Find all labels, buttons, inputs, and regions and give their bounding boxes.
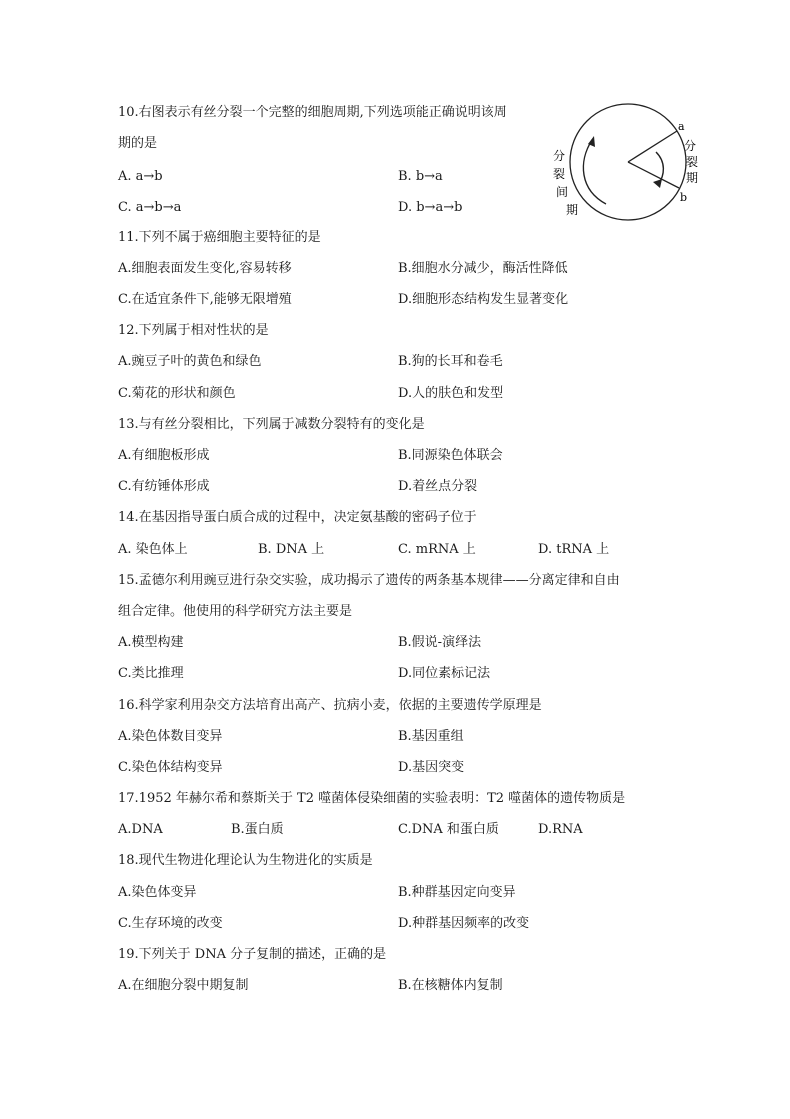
label-a: a: [678, 120, 685, 133]
question-11-stem: 11.下列不属于癌细胞主要特征的是: [118, 230, 321, 245]
mitosis-label-char-2: 裂: [686, 155, 699, 169]
question-12-stem: 12.下列属于相对性状的是: [118, 323, 269, 338]
question-14-option-c: C. mRNA 上: [398, 542, 476, 557]
question-17-option-b: B.蛋白质: [231, 822, 284, 837]
question-14-option-d: D. tRNA 上: [538, 542, 610, 557]
question-14-option-a: A. 染色体上: [118, 542, 188, 557]
interphase-label-char-2: 裂: [553, 167, 566, 181]
question-10-option-b: B. b→a: [398, 169, 443, 184]
question-12-option-c: C.菊花的形状和颜色: [118, 386, 236, 401]
question-17-option-d: D.RNA: [538, 822, 583, 837]
question-11-option-b: B.细胞水分减少，酶活性降低: [398, 261, 568, 276]
question-15-option-d: D.同位素标记法: [398, 666, 491, 681]
question-18-option-d: D.种群基因频率的改变: [398, 916, 530, 931]
question-11-option-a: A.细胞表面发生变化,容易转移: [118, 261, 292, 276]
interphase-arrow: [583, 140, 606, 204]
question-13-option-d: D.着丝点分裂: [398, 479, 478, 494]
question-18-option-c: C.生存环境的改变: [118, 916, 223, 931]
question-13-option-a: A.有细胞板形成: [118, 448, 210, 463]
question-16-option-b: B.基因重组: [398, 729, 464, 744]
radius-b: [628, 162, 679, 188]
question-10-option-a: A. a→b: [118, 169, 163, 184]
question-17-option-a: A.DNA: [118, 822, 163, 837]
question-17-stem: 17.1952 年赫尔希和蔡斯关于 T2 噬菌体侵染细菌的实验表明：T2 噬菌体的遗传物质是: [118, 791, 626, 806]
question-13-stem: 13.与有丝分裂相比，下列属于减数分裂特有的变化是: [118, 417, 425, 432]
question-15-option-a: A.模型构建: [118, 635, 184, 650]
question-12-option-a: A.豌豆子叶的黄色和绿色: [118, 354, 262, 369]
mitosis-label-char-3: 期: [686, 171, 699, 185]
question-14-stem: 14.在基因指导蛋白质合成的过程中，决定氨基酸的密码子位于: [118, 510, 477, 525]
label-b: b: [680, 191, 688, 204]
question-16-option-c: C.染色体结构变异: [118, 760, 223, 775]
question-13-option-b: B.同源染色体联会: [398, 448, 503, 463]
question-15-option-c: C.类比推理: [118, 666, 184, 681]
question-15-stem-line-2: 组合定律。他使用的科学研究方法主要是: [118, 604, 353, 619]
question-19-stem: 19.下列关于 DNA 分子复制的描述，正确的是: [118, 947, 387, 962]
mitosis-arrowhead: [653, 179, 662, 188]
question-18-stem: 18.现代生物进化理论认为生物进化的实质是: [118, 853, 373, 868]
question-10-option-d: D. b→a→b: [398, 200, 463, 215]
question-18-option-b: B.种群基因定向变异: [398, 885, 516, 900]
question-17-option-c: C.DNA 和蛋白质: [398, 822, 499, 837]
question-15-stem-line-1: 15.孟德尔利用豌豆进行杂交实验，成功揭示了遗传的两条基本规律——分离定律和自由: [118, 573, 620, 588]
interphase-label-char-3: 间: [556, 185, 569, 199]
mitosis-label-char-1: 分: [684, 139, 697, 153]
question-19-option-b: B.在核糖体内复制: [398, 978, 503, 993]
question-13-option-c: C.有纺锤体形成: [118, 479, 210, 494]
question-10-stem-line-1: 10.右图表示有丝分裂一个完整的细胞周期,下列选项能正确说明该周: [118, 105, 507, 120]
question-16-option-a: A.染色体数目变异: [118, 729, 223, 744]
interphase-label-char-1: 分: [553, 149, 566, 163]
question-11-option-d: D.细胞形态结构发生显著变化: [398, 292, 569, 307]
question-18-option-a: A.染色体变异: [118, 885, 197, 900]
question-16-stem: 16.科学家利用杂交方法培育出高产、抗病小麦，依据的主要遗传学原理是: [118, 698, 542, 713]
question-15-option-b: B.假说-演绎法: [398, 635, 482, 650]
question-10-stem-line-2: 期的是: [118, 136, 158, 151]
cell-cycle-diagram: [548, 100, 708, 230]
interphase-label-char-4: 期: [566, 203, 579, 217]
question-12-option-d: D.人的肤色和发型: [398, 386, 504, 401]
question-12-option-b: B.狗的长耳和卷毛: [398, 354, 503, 369]
question-11-option-c: C.在适宜条件下,能够无限增殖: [118, 292, 292, 307]
radius-a: [628, 131, 677, 162]
question-16-option-d: D.基因突变: [398, 760, 465, 775]
question-14-option-b: B. DNA 上: [258, 542, 325, 557]
question-19-option-a: A.在细胞分裂中期复制: [118, 978, 249, 993]
question-10-option-c: C. a→b→a: [118, 200, 182, 215]
